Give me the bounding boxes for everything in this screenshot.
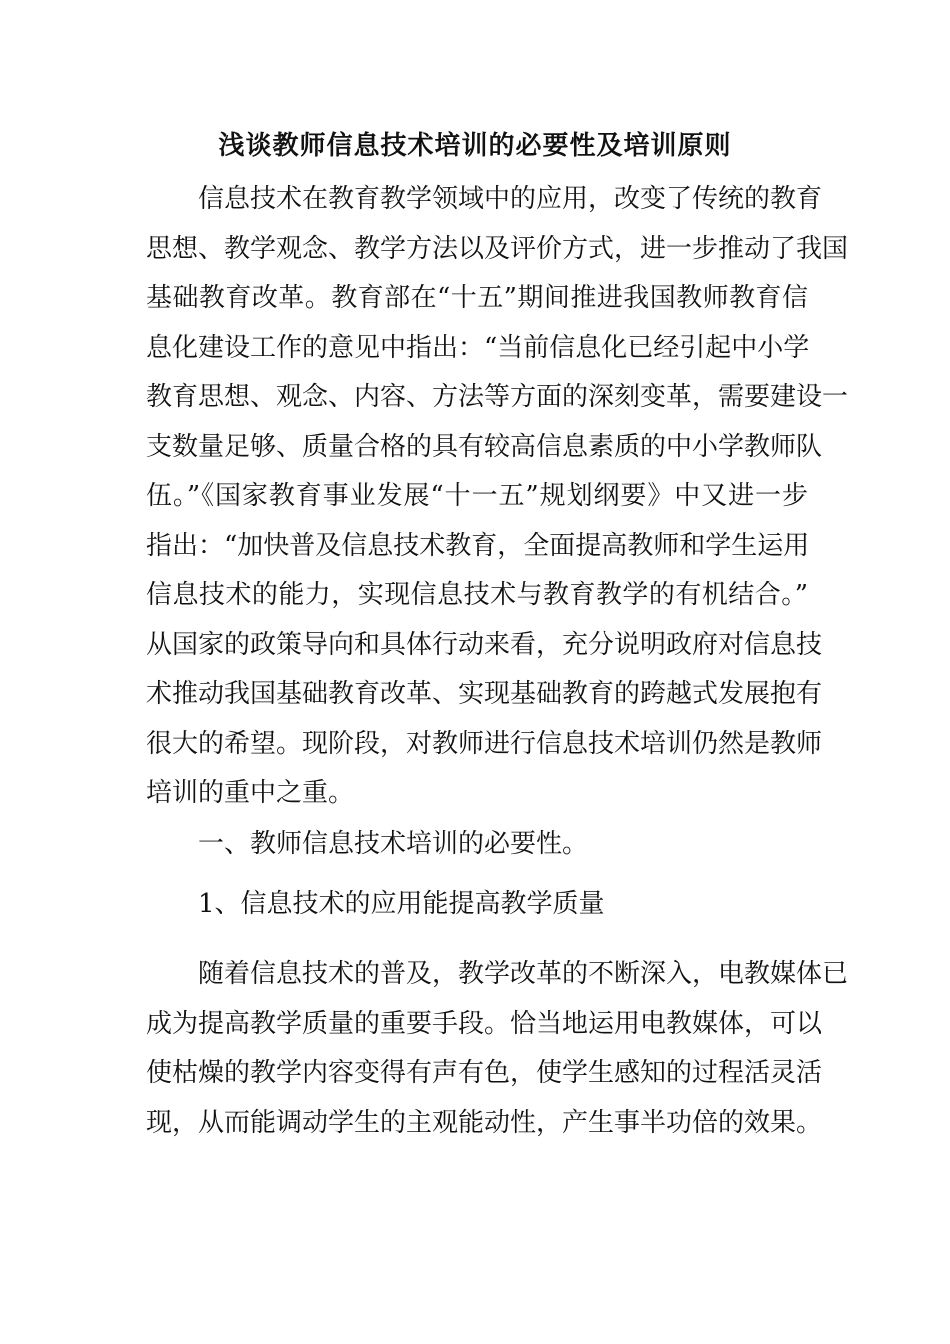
text-line: 伍。”《国家教育事业发展“十一五”规划纲要》中又进一步 (146, 481, 808, 511)
section-heading (146, 820, 808, 870)
text-line: 教育思想、观念、内容、方法等方面的深刻变革，需要建设一 (146, 382, 849, 412)
text-line: 很大的希望。现阶段，对教师进行信息技术培训仍然是教师 (146, 728, 823, 759)
text-line: 随着信息技术的普及，教学改革的不断深入，电教媒体已 (198, 959, 849, 989)
body-paragraph (146, 950, 849, 1148)
subsection-heading (146, 880, 808, 930)
text-line: 使枯燥的教学内容变得有声有色，使学生感知的过程活灵活 (146, 1058, 823, 1088)
text-line: 现，从而能调动学生的主观能动性，产生事半功倍的效果。 (146, 1107, 823, 1138)
text-line: 息化建设工作的意见中指出：“当前信息化已经引起中小学 (146, 332, 810, 363)
text-line: 基础教育改革。教育部在“十五”期间推进我国教师教育信 (146, 283, 808, 313)
text-line: 培训的重中之重。 (146, 778, 355, 808)
text-line: 术推动我国基础教育改革、实现基础教育的跨越式发展抱有 (146, 679, 823, 709)
section-heading-text: 一、教师信息技术培训的必要性。 (198, 829, 589, 859)
intro-paragraph (146, 175, 849, 819)
text-line: 支数量足够、质量合格的具有较高信息素质的中小学教师队 (146, 431, 823, 462)
text-line: 思想、教学观念、教学方法以及评价方式，进一步推动了我国 (146, 233, 849, 264)
text-line: 信息技术在教育教学领域中的应用，改变了传统的教育 (198, 184, 823, 214)
text-line: 成为提高教学质量的重要手段。恰当地运用电教媒体，可以 (146, 1008, 823, 1039)
text-line: 指出：“加快普及信息技术教育，全面提高教师和学生运用 (146, 530, 810, 561)
text-line: 从国家的政策导向和具体行动来看，充分说明政府对信息技 (146, 629, 823, 660)
text-line: 信息技术的能力，实现信息技术与教育教学的有机结合。” (146, 580, 808, 610)
document-title: 浅谈教师信息技术培训的必要性及培训原则 (218, 131, 732, 161)
subsection-heading-text: 1、信息技术的应用能提高教学质量 (198, 889, 605, 919)
